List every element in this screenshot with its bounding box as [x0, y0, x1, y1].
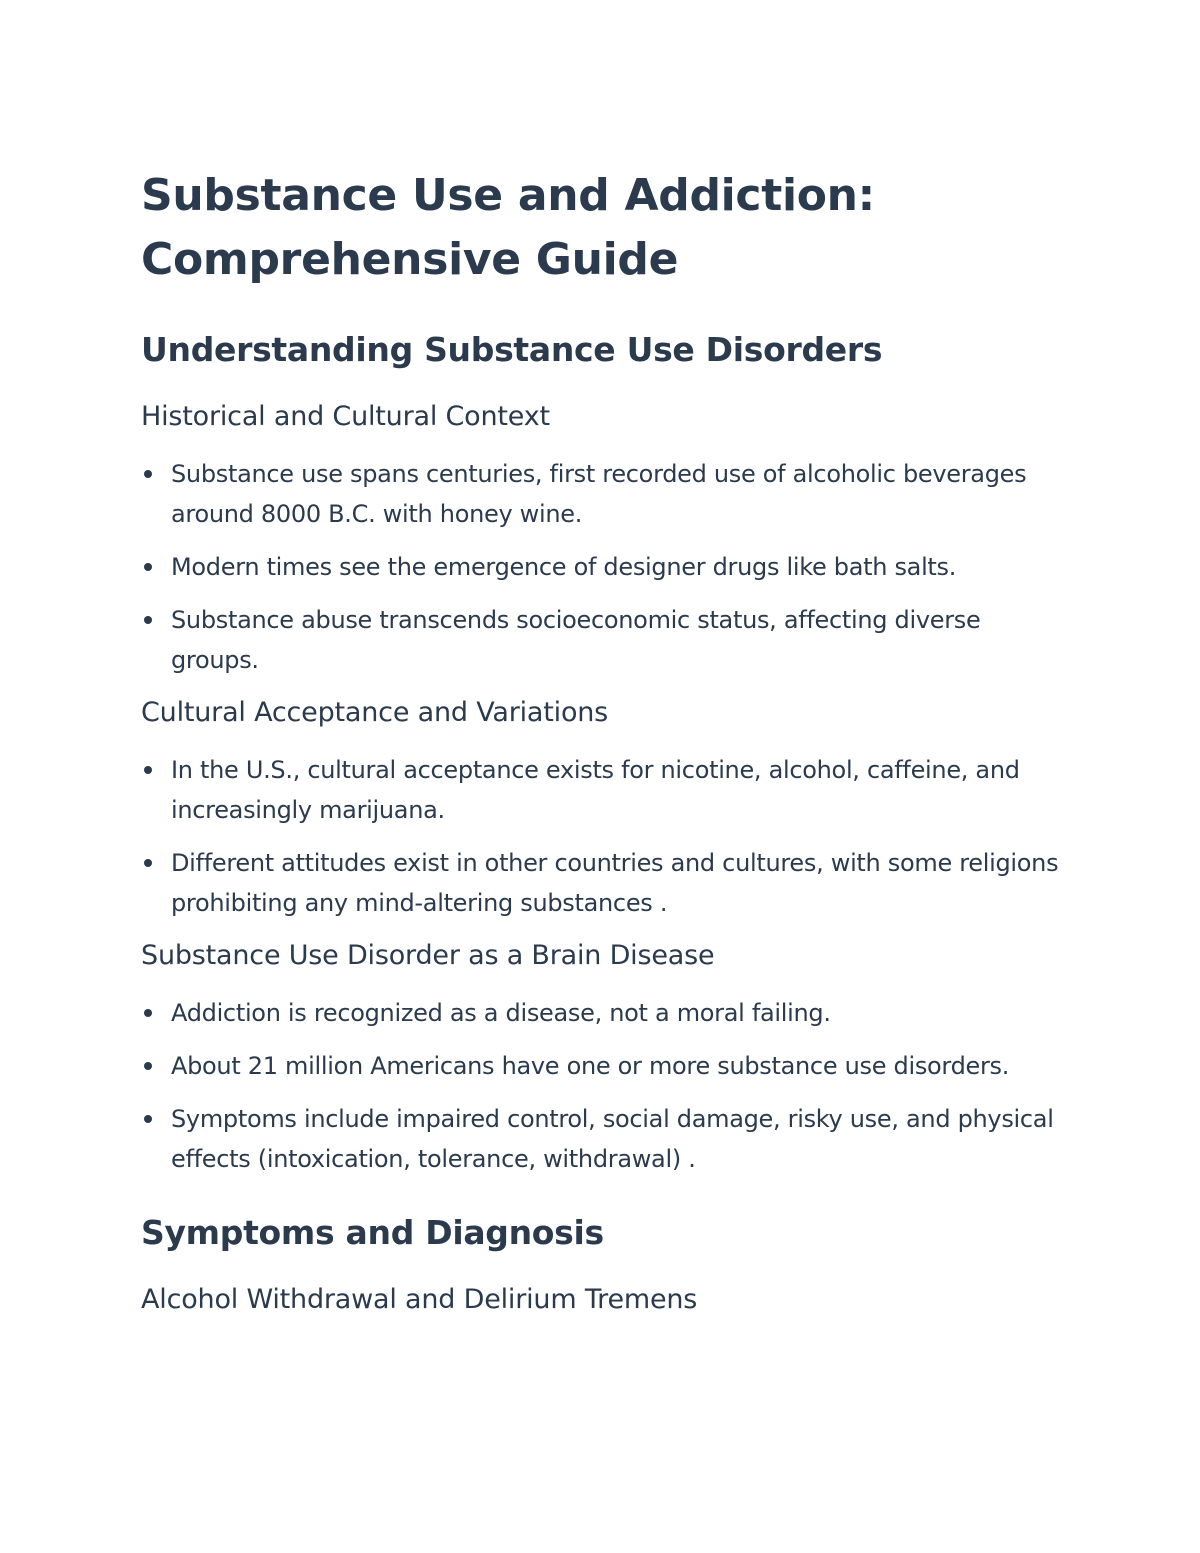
bullet-icon	[144, 859, 152, 867]
section-heading: Understanding Substance Use Disorders	[141, 330, 883, 369]
bullet-icon	[144, 563, 152, 571]
bullet-icon	[144, 1009, 152, 1017]
bullet-icon	[144, 1115, 152, 1123]
subsection-heading: Cultural Acceptance and Variations	[141, 697, 609, 728]
list-item-text: Substance abuse transcends socioeconomic status, affecting diverse groups.	[171, 606, 981, 674]
document-page	[141, 164, 1061, 1319]
bullet-list	[141, 750, 1061, 923]
subsection-heading: Historical and Cultural Context	[141, 401, 550, 432]
bullet-icon	[144, 616, 152, 624]
list-item-text: Addiction is recognized as a disease, not a moral failing.	[171, 999, 831, 1027]
list-item	[141, 454, 1061, 534]
list-item-text: Substance use spans centuries, first recorded use of alcoholic beverages around 8000 B.C. with honey wine.	[171, 460, 1027, 528]
subsection-heading: Alcohol Withdrawal and Delirium Tremens	[141, 1284, 698, 1315]
document-title-line-2: Comprehensive Guide	[141, 234, 679, 285]
bullet-list	[141, 454, 1061, 680]
bullet-icon	[144, 766, 152, 774]
list-item-text: Different attitudes exist in other countries and cultures, with some religions prohibiting any mind-altering substances .	[171, 849, 1059, 917]
list-item	[141, 993, 1061, 1033]
list-item	[141, 750, 1061, 830]
list-item	[141, 1046, 1061, 1086]
bullet-icon	[144, 470, 152, 478]
document-title-line-1: Substance Use and Addiction:	[141, 170, 875, 221]
list-item-text: About 21 million Americans have one or more substance use disorders.	[171, 1052, 1010, 1080]
bullet-list	[141, 993, 1061, 1179]
list-item	[141, 1099, 1061, 1179]
list-item	[141, 843, 1061, 923]
bullet-icon	[144, 1062, 152, 1070]
section-heading: Symptoms and Diagnosis	[141, 1213, 604, 1252]
subsection-heading: Substance Use Disorder as a Brain Disease	[141, 940, 715, 971]
list-item	[141, 600, 1061, 680]
list-item-text: In the U.S., cultural acceptance exists for nicotine, alcohol, caffeine, and increasingly marijuana.	[171, 756, 1020, 824]
document-title	[141, 164, 1061, 292]
list-item-text: Symptoms include impaired control, social damage, risky use, and physical effects (intoxication, tolerance, withdrawal) .	[171, 1105, 1054, 1173]
list-item	[141, 547, 1061, 587]
list-item-text: Modern times see the emergence of designer drugs like bath salts.	[171, 553, 957, 581]
